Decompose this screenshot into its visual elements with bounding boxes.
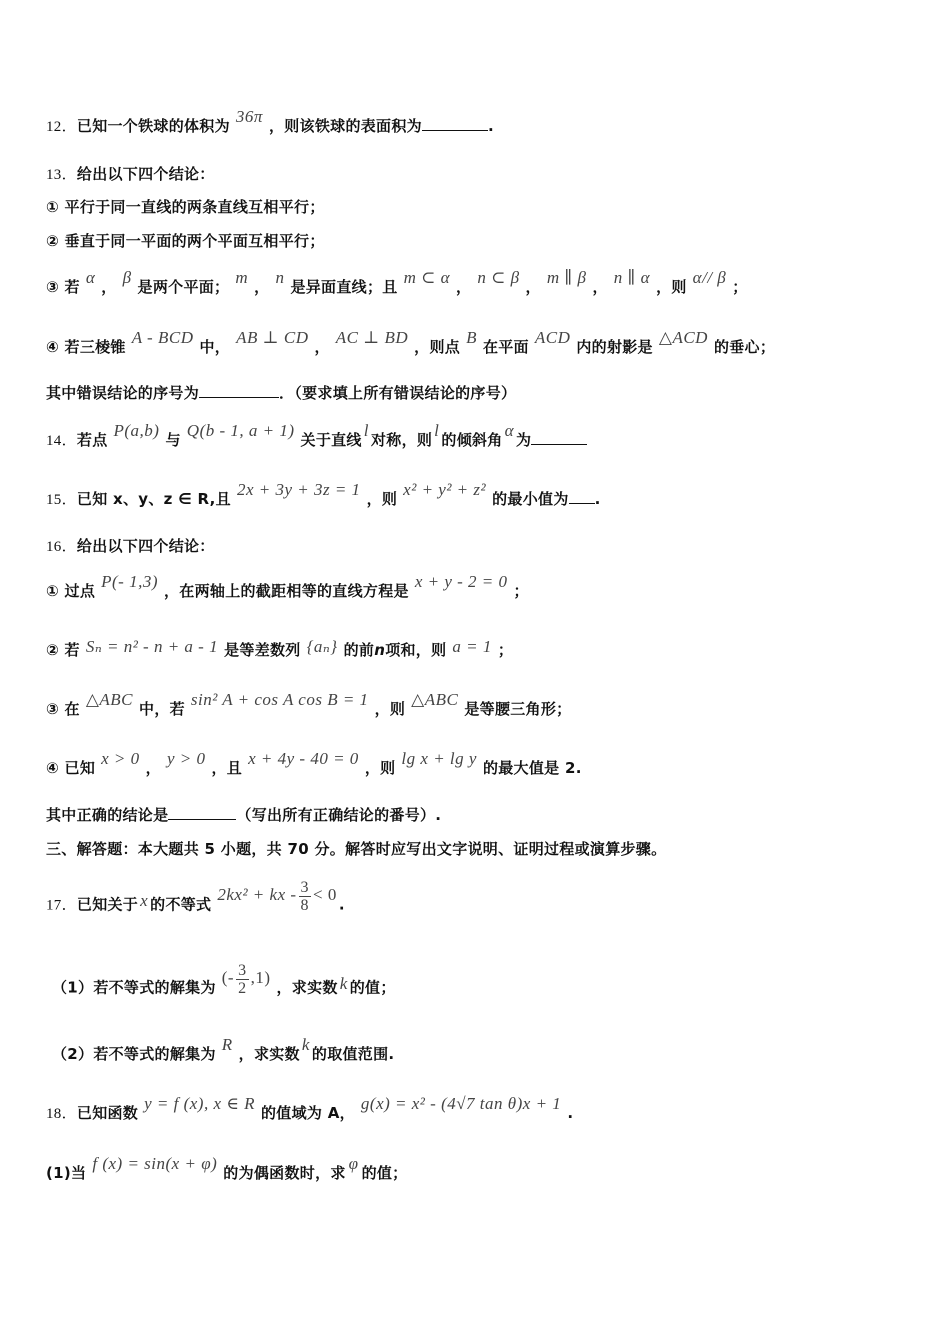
q13-item3-text4: ，则 — [656, 278, 687, 296]
q17-part1-math2: k — [339, 974, 348, 994]
q12-answer-blank — [422, 116, 488, 131]
q14-text3: 关于直线 — [300, 431, 362, 449]
q18-part1-math2: φ — [348, 1154, 359, 1173]
q18-text1: 已知函数 — [76, 1104, 139, 1122]
q12-text-pre: 已知一个铁球的体积为 — [76, 117, 230, 135]
q18-number: 18． — [46, 1106, 77, 1122]
q13-item1: ① 平行于同一直线的两条直线互相平行； — [46, 198, 325, 216]
q17-part1-math1 — [221, 962, 271, 997]
q17-part1-label: （1）若不等式的解集为 — [52, 978, 216, 997]
q16-item1-text1: ① 过点 — [46, 582, 96, 600]
q13-item3-text3: 是异面直线；且 — [290, 278, 398, 296]
q16-summary-post: （写出所有正确结论的番号）. — [236, 806, 442, 824]
q17-part1-text2: ，求实数 — [276, 978, 338, 997]
q17-math2-post: < 0 — [313, 885, 337, 905]
q13-item4-math4: B — [466, 328, 477, 347]
q13-item3-text1: ③ 若 — [46, 278, 80, 296]
q17-part1-fraction-bottom: 2 — [238, 980, 247, 997]
q16-item1-math2: x + y - 2 = 0 — [414, 572, 508, 591]
q16-item2-math2: {aₙ} — [306, 637, 338, 656]
q16-item2-n: n — [374, 641, 386, 659]
q15-text1: 已知 x、y、z ∈ R,且 — [76, 490, 231, 508]
q14-math3: l — [363, 421, 369, 440]
q15-number: 15． — [46, 492, 77, 508]
q17-part2-math2: k — [301, 1035, 310, 1054]
q14-text5: 的倾斜角 — [441, 431, 503, 449]
q17-fraction-top: 3 — [300, 879, 310, 896]
q13-item4-comma1: ， — [314, 338, 330, 356]
q16-summary — [46, 804, 441, 825]
q16-item4-math2: y > 0 — [166, 749, 206, 768]
q17-end: . — [338, 895, 345, 914]
q17-math2-pre: 2kx² + kx - — [217, 885, 297, 905]
q16-item2-text3: 的前 — [343, 641, 375, 659]
q13-item3 — [46, 268, 748, 297]
q17-part1 — [52, 962, 396, 1006]
q17-math1: x — [140, 891, 149, 911]
q13-item4-text2: 中， — [199, 338, 231, 356]
q16-item1-end: ； — [513, 582, 529, 600]
q18-math1: y = f (x), x ∈ R — [144, 1094, 255, 1113]
q13-item3-cond2: n ⊂ β — [477, 268, 520, 287]
q16-item3-math1: △ABC — [85, 690, 134, 709]
q15-answer-blank — [569, 489, 595, 504]
q13-summary — [46, 382, 516, 403]
q13-item4-text3: ，则点 — [414, 338, 461, 356]
q12-text-post: ，则该铁球的表面积为 — [268, 117, 422, 135]
q17 — [46, 879, 345, 923]
q13-item4-math5: ACD — [534, 328, 571, 347]
q16-item4-math4: lg x + lg y — [401, 749, 477, 768]
q17-part2 — [52, 1035, 395, 1064]
q14-answer-blank — [531, 430, 587, 445]
q17-part1-math-pre: (- — [221, 968, 235, 988]
q16-item4-text2: ，且 — [211, 759, 243, 777]
q17-part1-text3: 的值； — [349, 978, 396, 997]
q13-summary-pre: 其中错误结论的序号为 — [46, 384, 200, 402]
q16-item4-math3: x + 4y - 40 = 0 — [248, 749, 359, 768]
q16-number: 16． — [46, 539, 77, 555]
q18-part1-text2: 的为偶函数时，求 — [223, 1164, 346, 1182]
q13-item3-beta: β — [122, 268, 132, 287]
q17-part2-text2: ，求实数 — [238, 1045, 300, 1063]
q17-part1-math-post: ,1) — [250, 968, 271, 988]
q13-text: 给出以下四个结论： — [76, 165, 215, 183]
q13-summary-post: ．（要求填上所有错误结论的序号） — [279, 384, 517, 402]
q16-item3-text1: ③ 在 — [46, 700, 80, 718]
q16-item2-math3: a = 1 — [452, 637, 492, 656]
q16-item4-text3: ，则 — [364, 759, 396, 777]
q18-math2: g(x) = x² - (4√7 tan θ)x + 1 — [360, 1094, 562, 1113]
q13-item2: ② 垂直于同一平面的两个平面互相平行； — [46, 232, 325, 250]
q15-math1: 2x + 3y + 3z = 1 — [236, 480, 361, 499]
q16-text: 给出以下四个结论： — [76, 537, 215, 555]
q14-text1: 若点 — [76, 431, 108, 449]
q14-math1: P(a,b) — [113, 421, 160, 440]
q13-item4 — [46, 328, 776, 357]
q13-item3-comma5: ， — [592, 278, 608, 296]
q12-number: 12． — [46, 119, 77, 135]
q12 — [46, 107, 494, 136]
q16-summary-pre: 其中正确的结论是 — [46, 806, 169, 824]
q15-end: . — [594, 490, 601, 508]
q13-number: 13． — [46, 167, 77, 183]
q15-math2: x² + y² + z² — [403, 480, 487, 499]
q18-part1-label: (1)当 — [46, 1164, 87, 1182]
q13-item3-comma1: ， — [101, 278, 117, 296]
q16-item2-text4: 项和，则 — [385, 641, 447, 659]
q17-text1: 已知关于 — [76, 895, 139, 914]
q16-item1-math1: P(- 1,3) — [101, 572, 158, 591]
q16-item2-math1: Sₙ = n² - n + a - 1 — [85, 637, 219, 656]
q18-part1-math1: f (x) = sin(x + φ) — [92, 1154, 218, 1173]
q16-item2-text1: ② 若 — [46, 641, 80, 659]
q13-item3-cond4: n ∥ α — [613, 268, 651, 287]
q13-answer-blank — [199, 383, 279, 398]
q13-item4-math3: AC ⊥ BD — [335, 328, 409, 347]
q13-heading — [46, 163, 215, 184]
q16-item3-text3: ，则 — [374, 700, 406, 718]
q17-fraction — [299, 879, 312, 914]
q14-text6: 为 — [516, 431, 532, 449]
q17-number: 17． — [46, 897, 77, 914]
q13-item3-end: ； — [732, 278, 748, 296]
q18-part1 — [46, 1154, 408, 1183]
q15-text3: 的最小值为 — [492, 490, 569, 508]
q16-item3-math2: sin² A + cos A cos B = 1 — [190, 690, 369, 709]
q16-item3-text2: 中，若 — [139, 700, 185, 718]
q16-item3-text4: 是等腰三角形； — [464, 700, 572, 718]
q13-item3-comma3: ， — [456, 278, 472, 296]
q14 — [46, 421, 587, 450]
q14-math4: l — [434, 421, 440, 440]
q17-part1-fraction-top: 3 — [238, 962, 247, 979]
q17-part2-text3: 的取值范围. — [311, 1045, 395, 1063]
q13-item4-text6: 的垂心； — [713, 338, 776, 356]
q13-item3-n: n — [275, 268, 285, 287]
q14-text4: 对称，则 — [370, 431, 433, 449]
q13-item4-text5: 内的射影是 — [576, 338, 653, 356]
q14-number: 14． — [46, 433, 77, 449]
q16-item4-text4: 的最大值是 2. — [482, 759, 582, 777]
q16-heading — [46, 535, 215, 556]
q16-item2-text2: 是等差数列 — [224, 641, 301, 659]
q16-item2 — [46, 639, 513, 660]
q12-end: . — [487, 117, 494, 135]
q16-item3 — [46, 690, 572, 719]
q18 — [46, 1094, 574, 1123]
q17-part2-math1: R — [221, 1035, 233, 1054]
q17-fraction-bottom: 8 — [300, 897, 310, 914]
q18-end: . — [567, 1104, 574, 1122]
q15-text2: ，则 — [366, 490, 398, 508]
q17-math2 — [217, 879, 337, 914]
q13-item3-m: m — [235, 268, 249, 287]
q13-item3-cond1: m ⊂ α — [403, 268, 451, 287]
q17-part1-fraction — [236, 962, 249, 997]
q17-text2: 的不等式 — [150, 895, 212, 914]
q14-math5: α — [504, 421, 515, 440]
q16-item4-comma1: ， — [145, 759, 161, 777]
q13-item4-text1: ④ 若三棱锥 — [46, 338, 126, 356]
q18-text2: 的值域为 A， — [260, 1104, 355, 1122]
q16-item3-math3: △ABC — [411, 690, 459, 709]
q13-item4-text4: 在平面 — [482, 338, 529, 356]
q13-item4-math6: △ACD — [658, 328, 708, 347]
q16-item1 — [46, 572, 529, 601]
q13-item3-comma4: ， — [525, 278, 541, 296]
q16-item4-math1: x > 0 — [101, 749, 140, 768]
q18-part1-text3: 的值； — [361, 1164, 408, 1182]
q16-item1-text2: ，在两轴上的截距相等的直线方程是 — [164, 582, 409, 600]
q12-math: 36π — [235, 107, 263, 126]
q13-item3-alpha: α — [85, 268, 96, 287]
section3-heading: 三、解答题：本大题共 5 小题，共 70 分。解答时应写出文字说明、证明过程或演算步骤。 — [46, 840, 667, 858]
q17-part2-label: （2）若不等式的解集为 — [52, 1045, 216, 1063]
q13-item3-text2: 是两个平面； — [137, 278, 230, 296]
q14-text2: 与 — [165, 431, 181, 449]
q14-math2: Q(b - 1, a + 1) — [186, 421, 295, 440]
q13-item4-math1: A - BCD — [131, 328, 194, 347]
q16-item2-end: ； — [497, 641, 514, 659]
q16-answer-blank — [168, 805, 236, 820]
q16-item4-text1: ④ 已知 — [46, 759, 96, 777]
q16-item4 — [46, 749, 582, 778]
q13-item3-cond5: α// β — [692, 268, 727, 287]
q15 — [46, 480, 601, 509]
q13-item3-comma2: ， — [254, 278, 270, 296]
q13-item3-cond3: m ∥ β — [546, 268, 587, 287]
q13-item4-math2: AB ⊥ CD — [236, 328, 309, 347]
